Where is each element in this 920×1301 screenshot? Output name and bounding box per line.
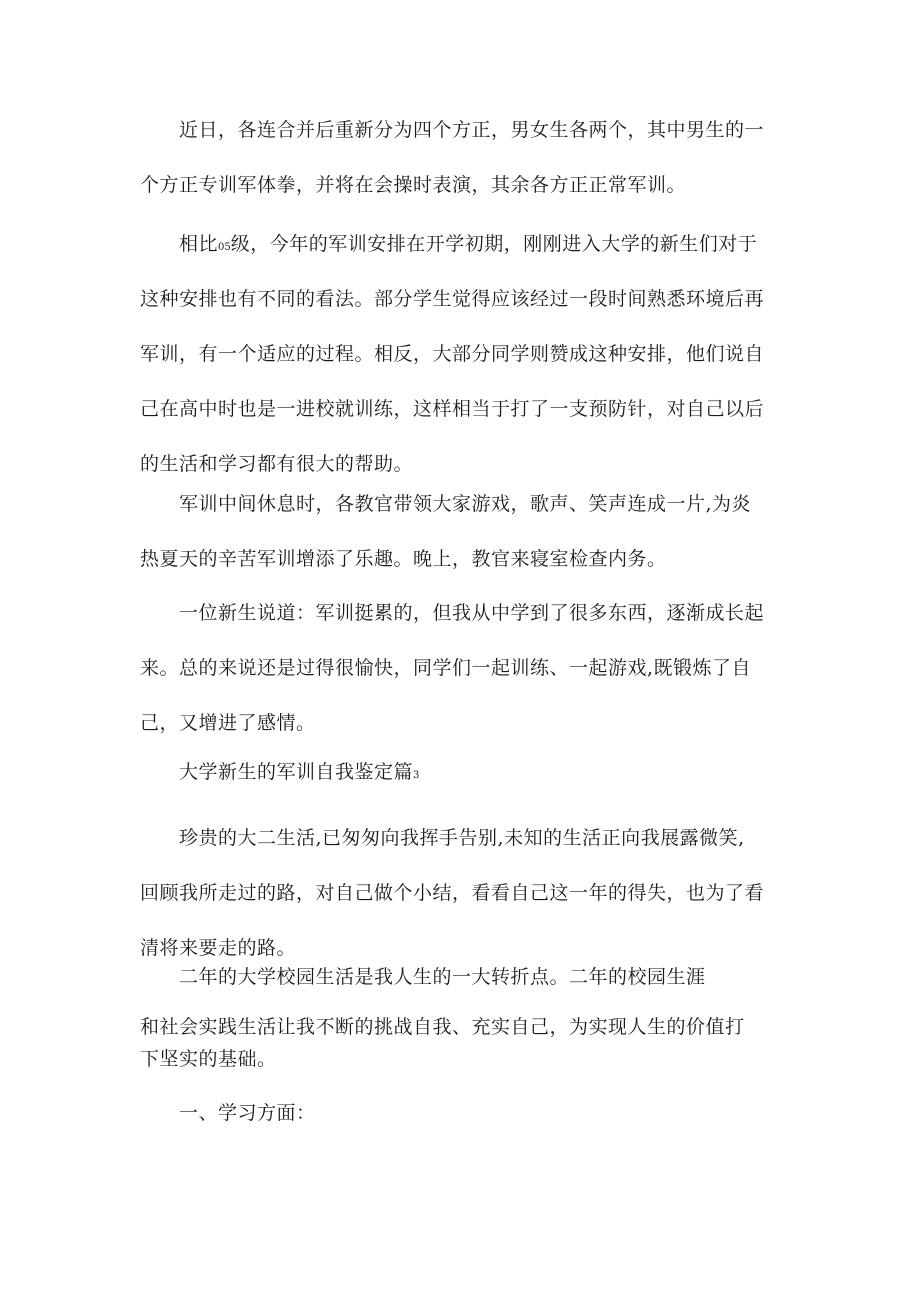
text-line: 珍贵的大二生活,已匆匆向我挥手告别,未知的生活正向我展露微笑, [140, 827, 745, 849]
section-title [140, 745, 785, 800]
text-line: 军训，有一个适应的过程。相反，大部分同学则赞成这种安排，他们说自 [140, 343, 765, 365]
text-line: 一位新生说道：军训挺累的，但我从中学到了很多东西，逐渐成长起 [140, 602, 765, 624]
small-number: 3 [413, 770, 420, 781]
text-segment: 级，今年的军训安排在开学初期，刚刚进入大学的新生们对于 [230, 233, 758, 255]
text-line: 近日，各连合并后重新分为四个方正，男女生各两个，其中男生的一 [140, 119, 765, 141]
text-line: 二年的大学校园生活是我人生的一大转折点。二年的校园生涯 [140, 966, 706, 988]
text-line: 来。总的来说还是过得很愉快，同学们一起训练、一起游戏,既锻炼了自 [140, 657, 752, 679]
text-line: 己在高中时也是一进校就训练，这样相当于打了一支预防针，对自己以后 [140, 398, 765, 420]
text-line: 下坚实的基础。 [140, 1048, 277, 1070]
paragraph-8 [140, 1086, 785, 1141]
paragraph-3 [140, 477, 785, 587]
small-number: 05 [218, 242, 231, 253]
text-line: 这种安排也有不同的看法。部分学生觉得应该经过一段时间熟悉环境后再 [140, 288, 765, 310]
title-text: 大学新生的军训自我鉴定篇 [140, 761, 414, 783]
text-line: 己，又增进了感情。 [140, 712, 316, 734]
paragraph-4 [140, 586, 785, 751]
text-segment: 相比 [140, 233, 219, 255]
paragraph-1 [140, 103, 785, 213]
text-line: 清将来要走的路。 [140, 937, 297, 959]
text-line: 和社会实践生活让我不断的挑战自我、充实自己，为实现人生的价值打 [140, 1016, 745, 1038]
text-line: 军训中间休息时，各教官带领大家游戏，歌声、笑声连成一片,为炎 [140, 493, 752, 515]
paragraph-7 [140, 1011, 785, 1075]
paragraph-6 [140, 950, 785, 1005]
text-line: 的生活和学习都有很大的帮助。 [140, 453, 414, 475]
text-line [140, 217, 785, 272]
paragraph-2 [140, 217, 785, 492]
text-line: 回顾我所走过的路，对自己做个小结，看看自己这一年的得失，也为了看 [140, 882, 765, 904]
text-line: 热夏天的辛苦军训增添了乐趣。晚上，教官来寝室检查内务。 [140, 548, 667, 570]
text-line: 一、学习方面： [140, 1102, 316, 1124]
text-line: 个方正专训军体拳，并将在会操时表演，其余各方正正常军训。 [140, 174, 687, 196]
title-line [140, 745, 785, 800]
